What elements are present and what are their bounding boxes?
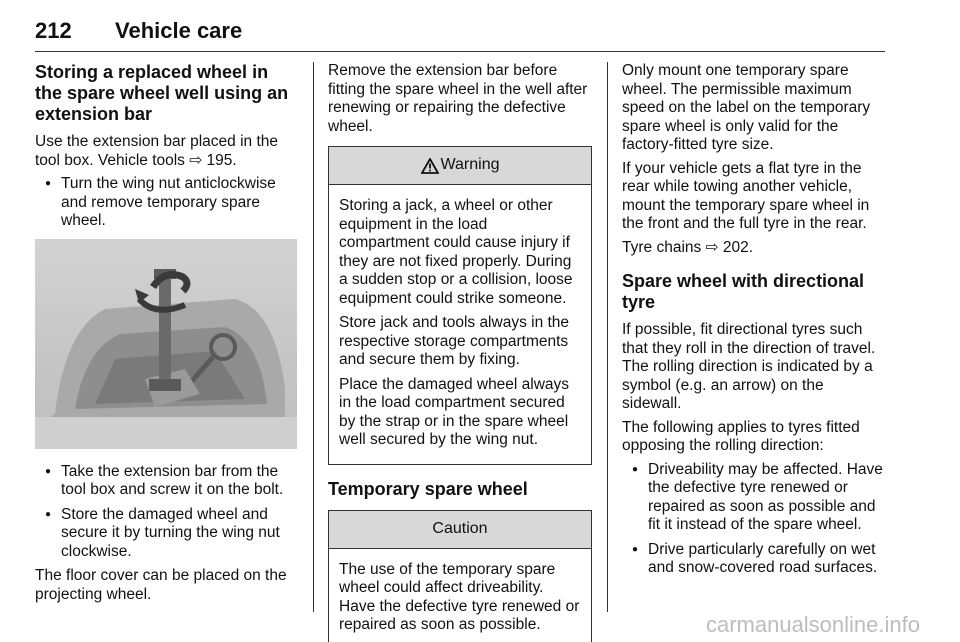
page-header	[35, 10, 885, 52]
warning-box	[328, 146, 592, 465]
caution-title: Caution	[432, 519, 488, 537]
list-item: ● Take the extension bar from the tool box and screw it on the bolt.	[35, 463, 297, 500]
directional-tyre-intro: If possible, fit directional tyres such that they roll in the direction of travel. The rolling direction is indicated by a symbol (e.g. an arrow) on the sidewall.	[622, 321, 876, 412]
section-title: Vehicle care	[115, 18, 243, 43]
warning-body	[329, 185, 591, 464]
spare-wheel-illustration	[35, 239, 297, 449]
list-item: ● Store the damaged wheel and secure it by turning the wing nut clockwise.	[35, 506, 297, 562]
list-item: ● Turn the wing nut anticlockwise and remove temporary spare wheel.	[35, 175, 297, 231]
column-right	[622, 62, 886, 584]
extension-bar-heading: Storing a replaced wheel in the spare wheel well using an extension bar	[35, 62, 289, 124]
column-divider-right	[607, 62, 608, 612]
list-item: ● Driveability may be affected. Have the defective tyre renewed or repaired as soon as possible and fit it instead of the spare wheel.	[622, 461, 886, 535]
column-divider-left	[313, 62, 314, 612]
tyre-chains-reference: Tyre chains ⇨ 202.	[622, 238, 754, 256]
remove-extension-note: Remove the extension bar before fitting the spare wheel in the well after renewing or repairing the defective wheel.	[328, 62, 588, 135]
caution-header	[329, 511, 591, 549]
warning-header	[329, 147, 591, 185]
page-number: 212	[35, 18, 72, 43]
directional-tyre-list	[622, 461, 886, 578]
directional-tyre-heading: Spare wheel with directional tyre	[622, 271, 865, 312]
towing-flat-tyre-note: If your vehicle gets a flat tyre in the rear while towing another vehicle, mount the temporary spare wheel in the front and the full tyre in the rear.	[622, 159, 870, 232]
warning-paragraph: Store jack and tools always in the respective storage compartments and secure them by fixing.	[339, 314, 570, 368]
caution-body	[329, 549, 591, 642]
column-middle	[328, 62, 592, 642]
floor-cover-note: The floor cover can be placed on the projecting wheel.	[35, 567, 287, 603]
warning-title: Warning	[440, 156, 500, 174]
opposing-direction-intro: The following applies to tyres fitted opposing the rolling direction:	[622, 418, 860, 454]
extension-bar-intro: Use the extension bar placed in the tool box. Vehicle tools ⇨ 195.	[35, 133, 278, 169]
site-watermark: carmanualsonline.info	[705, 612, 920, 637]
warning-triangle-icon	[421, 158, 439, 174]
warning-paragraph: Place the damaged wheel always in the load compartment secured by the strap or in the spare wheel well secured by the wing nut.	[339, 375, 570, 448]
temporary-spare-wheel-heading: Temporary spare wheel	[328, 478, 528, 499]
temporary-wheel-speed-note: Only mount one temporary spare wheel. The permissible maximum speed on the label on the temporary spare wheel is only valid for the factory-fitted tyre size.	[622, 62, 871, 153]
warning-paragraph: Storing a jack, a wheel or other equipment in the load compartment could cause injury if they are not fixed properly. During a sudden stop or a collision, loose equipment could strike someone.	[339, 197, 573, 307]
column-left	[35, 62, 297, 609]
caution-paragraph: The use of the temporary spare wheel could affect driveability. Have the defective tyre renewed or repaired as soon as possible.	[339, 560, 580, 633]
caution-box	[328, 510, 592, 642]
list-item: ● Drive particularly carefully on wet and snow-covered road surfaces.	[622, 541, 886, 578]
extension-bar-steps-1	[35, 175, 297, 231]
extension-bar-steps-2	[35, 463, 297, 562]
